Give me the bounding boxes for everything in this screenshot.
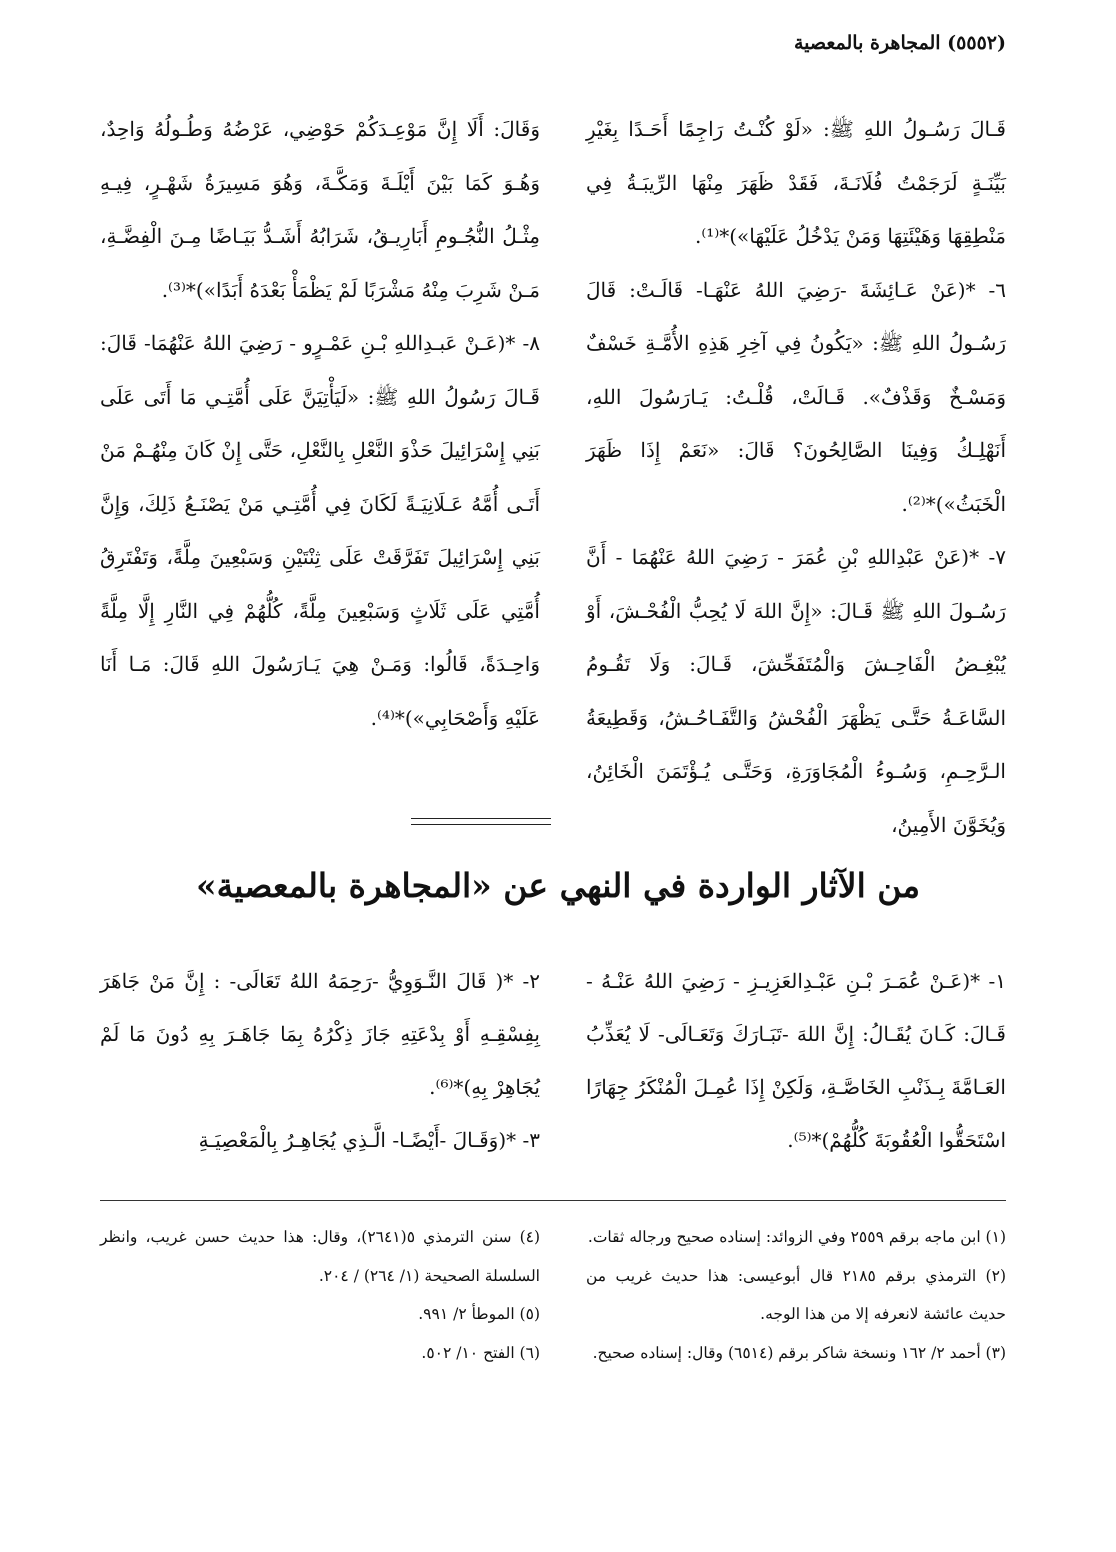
footnote-separator [100, 1200, 1006, 1201]
footnote-1: (١) ابن ماجه برقم ٢٥٥٩ وفي الزوائد: إسناده صحيح ورجاله ثقات. [587, 1228, 1006, 1246]
page-header: (٥٥٥٢) المجاهرة بالمعصية [793, 32, 1006, 54]
bottom-left-column [100, 955, 540, 1167]
bottom-right-column [586, 955, 1006, 1167]
top-left-column [100, 103, 540, 745]
footnotes-right [586, 1218, 1006, 1372]
athar-1: ١- *(عَـنْ عُمَـرَ بْـنِ عَبْـدِالعَزِيـزِ - رَضِيَ اللهُ عَنْـهُ - قَـالَ: كَـانَ يُقَـالُ: إِنَّ اللهَ -تَبَـارَكَ وَتَعَـالَى- لَا يُعَذِّبُ العَـامَّةَ بِـذَنْبِ الخَاصَّـةِ، وَلَكِنْ إِذَا عُمِـلَ الْمُنْكَرُ جِهَارًا اسْتَحَقُّوا الْعُقُوبَةَ كُلُّهُمْ)*⁽⁵⁾. [586, 969, 1006, 1152]
hadith-5-continuation: قَـالَ رَسُـولُ اللهِ ﷺ: «لَوْ كُنْـتُ رَاجِمًا أَحَـدًا بِغَيْرِ بَيِّنَـةٍ لَرَجَمْتُ فُلَانَـةَ، فَقَدْ ظَهَرَ مِنْهَا الرِّيبَـةُ فِي مَنْطِقِهَا وَهَيْئَتِهَا وَمَنْ يَدْخُلُ عَلَيْهَا»)*⁽¹⁾. [586, 117, 1006, 248]
athar-3: ٣- *(وَقَـالَ -أَيْضًـا- الَّـذِي يُجَاهِـرُ بِالْمَعْصِيَـةِ [198, 1128, 540, 1152]
top-right-column [586, 103, 1006, 852]
hadith-7-continuation: وَقَالَ: أَلَا إِنَّ مَوْعِـدَكُمْ حَوْضِي، عَرْضُهُ وَطُـولُهُ وَاحِدٌ، وَهُـوَ كَمَا بَيْنَ أَيْلَـةَ وَمَكَّـةَ، وَهُوَ مَسِيرَةُ شَهْـرٍ، فِيـهِ مِثْـلُ النُّجُـومِ أَبَارِيـقُ، شَرَابُهُ أَشَـدُّ بَيَـاضًا مِـنَ الْفِضَّـةِ، مَـنْ شَرِبَ مِنْهُ مَشْرَبًا لَمْ يَظْمَأْ بَعْدَهُ أَبَدًا»)*⁽³⁾. [100, 117, 540, 302]
footnote-3: (٣) أحمد ٢/ ١٦٢ ونسخة شاكر برقم (٦٥١٤) وقال: إسناده صحيح. [592, 1343, 1006, 1362]
hadith-6: ٦- *(عَنْ عَـائِشَةَ -رَضِيَ اللهُ عَنْهَـا- قَالَـتْ: قَالَ رَسُـولُ اللهِ ﷺ: «يَكُونُ فِي آخِرِ هَذِهِ الأُمَّـةِ خَسْفٌ وَمَسْـخٌ وَقَذْفٌ». قَـالَتْ، قُلْـتُ: يَـارَسُولَ اللهِ، أَنَهْلِـكُ وَفِينَا الصَّالِحُونَ؟ قَالَ: «نَعَمْ إِذَا ظَهَرَ الْخَبَثُ»)*⁽²⁾. [586, 277, 1006, 516]
section-divider [411, 818, 551, 825]
footnote-4: (٤) سنن الترمذي ٥(٢٦٤١)، وقال: هذا حديث حسن غريب، وانظر السلسلة الصحيحة (١/ ٢٦٤) / ٢٠٤. [100, 1228, 541, 1285]
athar-2: ٢- *( قَالَ النَّـوَوِيُّ -رَحِمَهُ اللهُ تَعَالَى- : إِنَّ مَنْ جَاهَرَ بِفِسْقِـهِ أَوْ بِدْعَتِهِ جَازَ ذِكْرُهُ بِمَا جَاهَـرَ بِهِ دُونَ مَا لَمْ يُجَاهِرْ بِهِ)*⁽⁶⁾. [100, 969, 540, 1099]
hadith-8: ٨- *(عَـنْ عَبـدِاللهِ بْـنِ عَمْـرٍو - رَضِيَ اللهُ عَنْهُمَا- قَالَ: قَـالَ رَسُولُ اللهِ ﷺ: «لَيَأْتِيَنَّ عَلَى أُمَّتِـي مَا أَتَى عَلَى بَنِي إِسْرَائِيلَ حَذْوَ النَّعْلِ بِالنَّعْلِ، حَتَّى إِنْ كَانَ مِنْهُـمْ مَنْ أَتَـى أُمَّهُ عَـلَانِيَـةً لَكَانَ فِي أُمَّتِـي مَنْ يَصْنَـعُ ذَلِكَ، وَإِنَّ بَنِي إِسْرَائِيلَ تَفَرَّقَتْ عَلَى ثِنْتَيْنِ وَسَبْعِينَ مِلَّةً، وَتَفْتَرِقُ أُمَّتِي عَلَى ثَلَاثٍ وَسَبْعِينَ مِلَّةً، كُلُّهُمْ فِي النَّارِ إِلَّا مِلَّةً وَاحِـدَةً، قَالُوا: وَمَـنْ هِيَ يَـارَسُولَ اللهِ قَالَ: مَـا أَنَا عَلَيْهِ وَأَصْحَابِي»)*⁽⁴⁾. [100, 331, 540, 730]
hadith-7: ٧- *(عَنْ عَبْدِاللهِ بْنِ عُمَرَ - رَضِيَ اللهُ عَنْهُمَا - أَنَّ رَسُـولَ اللهِ ﷺ قَـالَ: «إِنَّ اللهَ لَا يُحِبُّ الْفُحْـشَ، أَوْ يُبْغِـضُ الْفَاحِـشَ وَالْمُتَفَحِّشَ، قَـالَ: وَلَا تَقُـومُ السَّاعَـةُ حَتَّـى يَظْهَرَ الْفُحْشُ وَالتَّفَـاحُـشُ، وَقَطِيعَةُ الـرَّحِـمِ، وَسُـوءُ الْمُجَاوَرَةِ، وَحَتَّـى يُـؤْتَمَنَ الْخَائِنُ، وَيُخَوَّنَ الأَمِينُ، [586, 545, 1006, 837]
footnote-6: (٦) الفتح ١٠/ ٥٠٢. [421, 1343, 540, 1362]
section-heading: من الآثار الواردة في النهي عن «المجاهرة بالمعصية» [195, 866, 921, 905]
footnotes-left [100, 1218, 540, 1372]
footnote-5: (٥) الموطأ ٢/ ٩٩١. [418, 1305, 540, 1323]
footnote-2: (٢) الترمذي برقم ٢١٨٥ قال أبوعيسى: هذا حديث غريب من حديث عائشة لانعرفه إلا من هذا الوجه. [586, 1266, 1006, 1323]
